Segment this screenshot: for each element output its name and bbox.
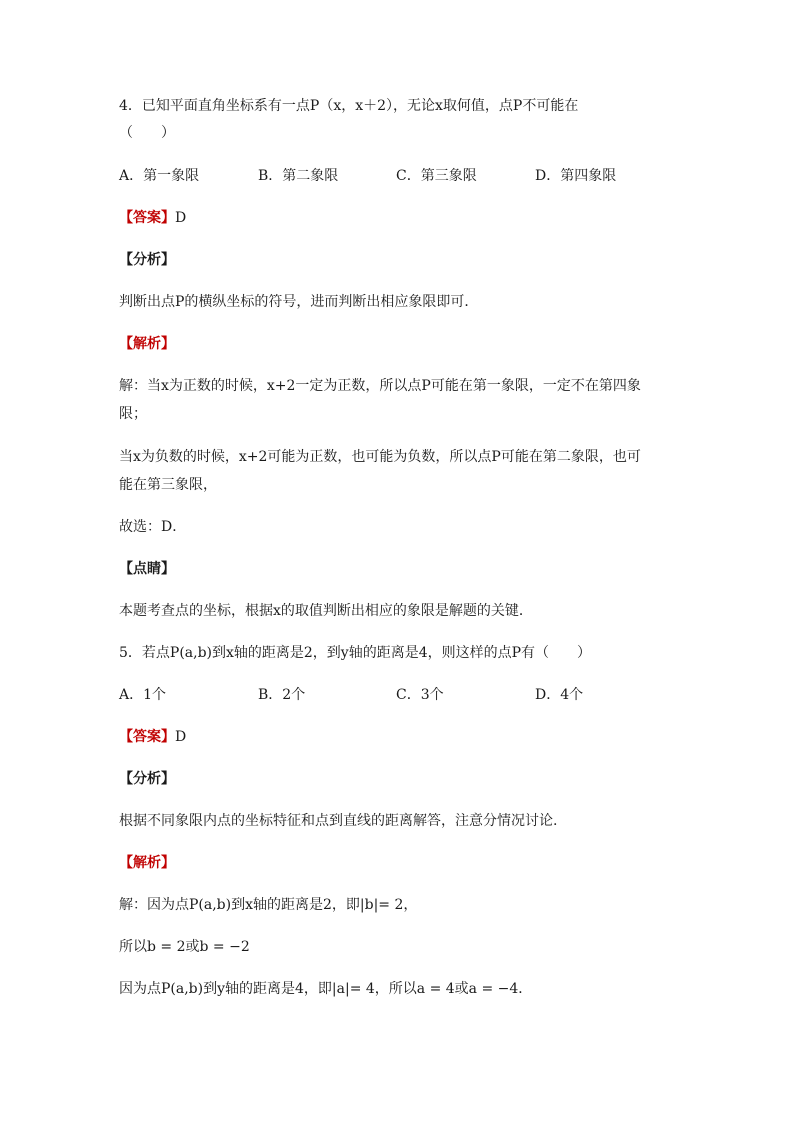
q4-option-d: D．第四象限 (535, 168, 617, 184)
q4-answer (119, 208, 679, 228)
q5-answer-value: D (175, 729, 187, 745)
q4-solution-line-4: 能在第三象限， (119, 477, 217, 493)
q4-answer-tag: 【答案】 (119, 210, 175, 226)
q4-analysis-heading (119, 250, 679, 270)
q5-analysis-text: 根据不同象限内点的坐标特征和点到直线的距离解答，注意分情况讨论. (119, 813, 558, 829)
q4-solution-heading (119, 334, 679, 354)
q4-analysis-tag: 【分析】 (119, 252, 175, 268)
q4-solution-line-1: 解：当x为正数的时候，x+2一定为正数，所以点P可能在第一象限，一定不在第四象 (119, 378, 641, 394)
q5-solution-line-2: 所以b = 2或b = −2 (119, 939, 250, 955)
q4-option-a: A．第一象限 (119, 168, 200, 184)
q4-solution-tag: 【解析】 (119, 336, 175, 352)
q5-option-b: B．2个 (258, 687, 306, 703)
q5-solution-heading (119, 853, 679, 873)
q4-comment-tag: 【点睛】 (119, 561, 175, 577)
q5-solution-tag: 【解析】 (119, 855, 175, 871)
q5-solution-line-3: 因为点P(a,b)到y轴的距离是4，即|a|= 4，所以a = 4或a = −4． (119, 981, 533, 997)
q4-answer-value: D (175, 210, 187, 226)
q5-analysis-heading (119, 769, 679, 789)
q4-paren: （ ） (119, 125, 175, 141)
q5-option-c: C．3个 (396, 687, 444, 703)
q4-option-c: C．第三象限 (396, 168, 477, 184)
q5-answer-tag: 【答案】 (119, 729, 175, 745)
q4-option-b: B．第二象限 (258, 168, 339, 184)
q4-comment-text: 本题考查点的坐标，根据x的取值判断出相应的象限是解题的关键． (119, 603, 533, 619)
q4-solution-line-3: 当x为负数的时候，x+2可能为正数，也可能为负数，所以点P可能在第二象限，也可 (119, 449, 641, 465)
q4-analysis-text: 判断出点P的横纵坐标的符号，进而判断出相应象限即可． (119, 294, 479, 310)
q5-solution-line-1: 解：因为点P(a,b)到x轴的距离是2，即|b|= 2， (119, 897, 418, 913)
q5-analysis-tag: 【分析】 (119, 771, 175, 787)
q5-option-d: D．4个 (535, 687, 584, 703)
q5-answer (119, 727, 679, 747)
q4-comment-heading (119, 559, 679, 579)
q5-stem: 5．若点P(a,b)到x轴的距离是2，到y轴的距离是4，则这样的点P有（ ） (119, 645, 592, 661)
q4-stem: 4．已知平面直角坐标系有一点P（x，x＋2），无论x取何值，点P不可能在 (119, 98, 579, 114)
q4-solution-line-5: 故选：D． (119, 519, 187, 535)
q4-solution-line-2: 限； (119, 406, 147, 422)
q5-option-a: A．1个 (119, 687, 167, 703)
